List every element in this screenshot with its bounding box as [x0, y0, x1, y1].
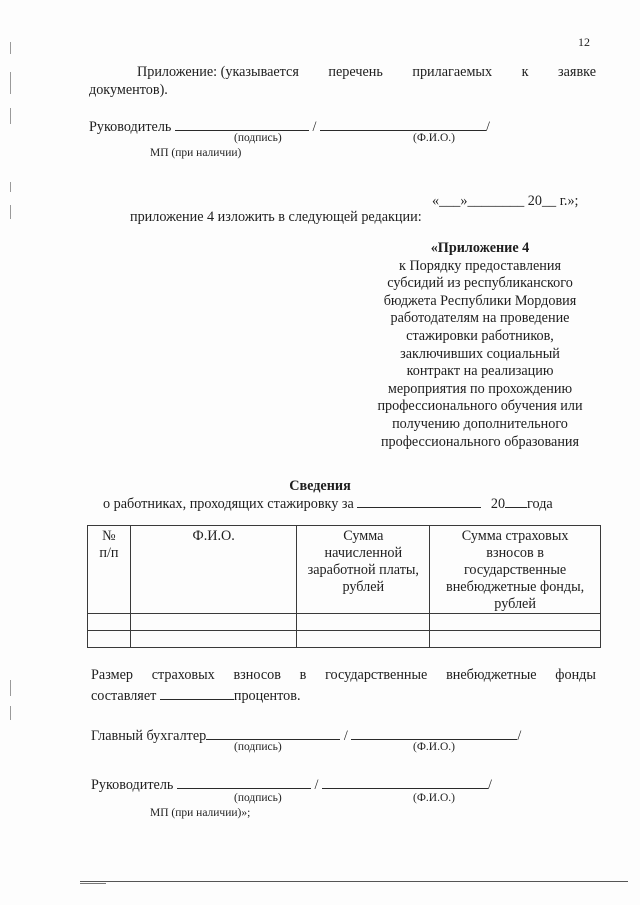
slash: /: [488, 777, 492, 793]
appendix-line: субсидий из республиканского: [387, 275, 573, 292]
signature-caption: (подпись): [234, 741, 282, 753]
signature-caption: (подпись): [234, 132, 282, 144]
attachment-word: прилагаемых: [412, 64, 493, 80]
attachment-word: к: [521, 64, 529, 80]
slash: /: [517, 728, 522, 744]
year-line: [505, 494, 527, 508]
employees-table: [87, 525, 601, 648]
stamp-note: МП (при наличии)»;: [150, 807, 251, 819]
table-cell: [88, 631, 131, 648]
appendix-line: получению дополнительного: [392, 415, 568, 432]
table-cell: [297, 631, 430, 648]
subheading-year: 20: [490, 496, 506, 512]
signature-caption: (подпись): [234, 792, 282, 804]
form-heading: Сведения: [289, 478, 351, 494]
header-number: № п/п: [88, 526, 131, 614]
scan-margin-mark: [10, 680, 11, 696]
attachment-line: [137, 64, 596, 81]
slash: /: [486, 119, 490, 135]
slash: /: [314, 777, 319, 793]
head-label: Руководитель: [91, 777, 174, 793]
rate-word: Размер: [91, 667, 133, 683]
scan-margin-mark: [10, 205, 11, 219]
page-bottom-mark: [80, 883, 106, 884]
name-caption: (Ф.И.О.): [413, 132, 455, 144]
name-caption: (Ф.И.О.): [413, 741, 455, 753]
page-bottom-rule: [80, 881, 628, 882]
appendix-line: к Порядку предоставления: [399, 257, 561, 274]
scan-margin-mark: [10, 72, 11, 94]
subheading-end: года: [527, 496, 553, 512]
period-line: [357, 494, 481, 508]
table-header-row: [88, 526, 601, 614]
appendix-title: «Приложение 4: [430, 240, 530, 256]
appendix-line: бюджета Республики Мордовия: [383, 292, 577, 309]
scan-margin-mark: [10, 108, 11, 124]
header-name: Ф.И.О.: [130, 526, 297, 614]
scan-margin-mark: [10, 706, 11, 720]
attachment-word: Приложение: (указывается: [137, 64, 299, 80]
header-salary: Сумма начисленной заработной платы, рублей: [297, 526, 430, 614]
rate-text: составляет: [91, 688, 157, 704]
table-cell: [88, 614, 131, 631]
header-insurance: Сумма страховых взносов в государственные внебюджетные фонды, рублей: [430, 526, 601, 614]
table-cell: [297, 614, 430, 631]
date-line: «___»________ 20__ г.»;: [432, 193, 579, 209]
rate-word: внебюджетные: [446, 667, 537, 683]
accountant-signature-row: [91, 726, 521, 745]
rate-line-2: [91, 686, 301, 705]
appendix-line: профессионального обучения или: [377, 398, 583, 415]
appendix-line: стажировки работников,: [406, 327, 554, 344]
rate-word: государственные: [325, 667, 428, 683]
table-row: [88, 614, 601, 631]
appendix-line: контракт на реализацию: [406, 363, 554, 380]
table-row: [88, 631, 601, 648]
scan-margin-mark: [10, 182, 11, 192]
slash: /: [312, 119, 317, 135]
accountant-label: Главный бухгалтер: [91, 728, 207, 744]
signature-line: [175, 117, 309, 131]
page-number: 12: [578, 35, 590, 49]
table-cell: [130, 631, 297, 648]
form-subheading: [103, 494, 553, 513]
signature-line: [177, 775, 311, 789]
scan-margin-mark: [10, 42, 11, 54]
table-cell: [430, 614, 601, 631]
rate-word: страховых: [151, 667, 215, 683]
appendix-line: работодателям на проведение: [390, 310, 570, 327]
rate-word: фонды: [555, 667, 596, 683]
head-label: Руководитель: [89, 119, 172, 135]
rate-word: взносов: [233, 667, 281, 683]
appendix-block: [364, 240, 596, 451]
appendix-line: профессионального образования: [380, 433, 580, 450]
rate-line: [91, 667, 596, 684]
signature-line: [206, 726, 340, 740]
attachment-word: перечень: [328, 64, 383, 80]
name-line: [320, 117, 486, 131]
name-line: [322, 775, 488, 789]
slash: /: [343, 728, 348, 744]
stamp-note: МП (при наличии): [150, 147, 242, 159]
attachment-line-2: документов).: [89, 82, 168, 98]
appendix-line: мероприятия по прохождению: [387, 380, 573, 397]
name-line: [351, 726, 517, 740]
table-cell: [130, 614, 297, 631]
attachment-word: заявке: [558, 64, 596, 80]
appendix-line: заключивших социальный: [400, 345, 560, 362]
instruction-text: приложение 4 изложить в следующей редакции:: [130, 209, 422, 225]
rate-word: в: [299, 667, 307, 683]
percent-line: [160, 686, 234, 700]
rate-text-end: процентов.: [233, 688, 301, 704]
name-caption: (Ф.И.О.): [413, 792, 455, 804]
subheading-text: о работниках, проходящих стажировку за: [103, 496, 354, 512]
table-cell: [430, 631, 601, 648]
